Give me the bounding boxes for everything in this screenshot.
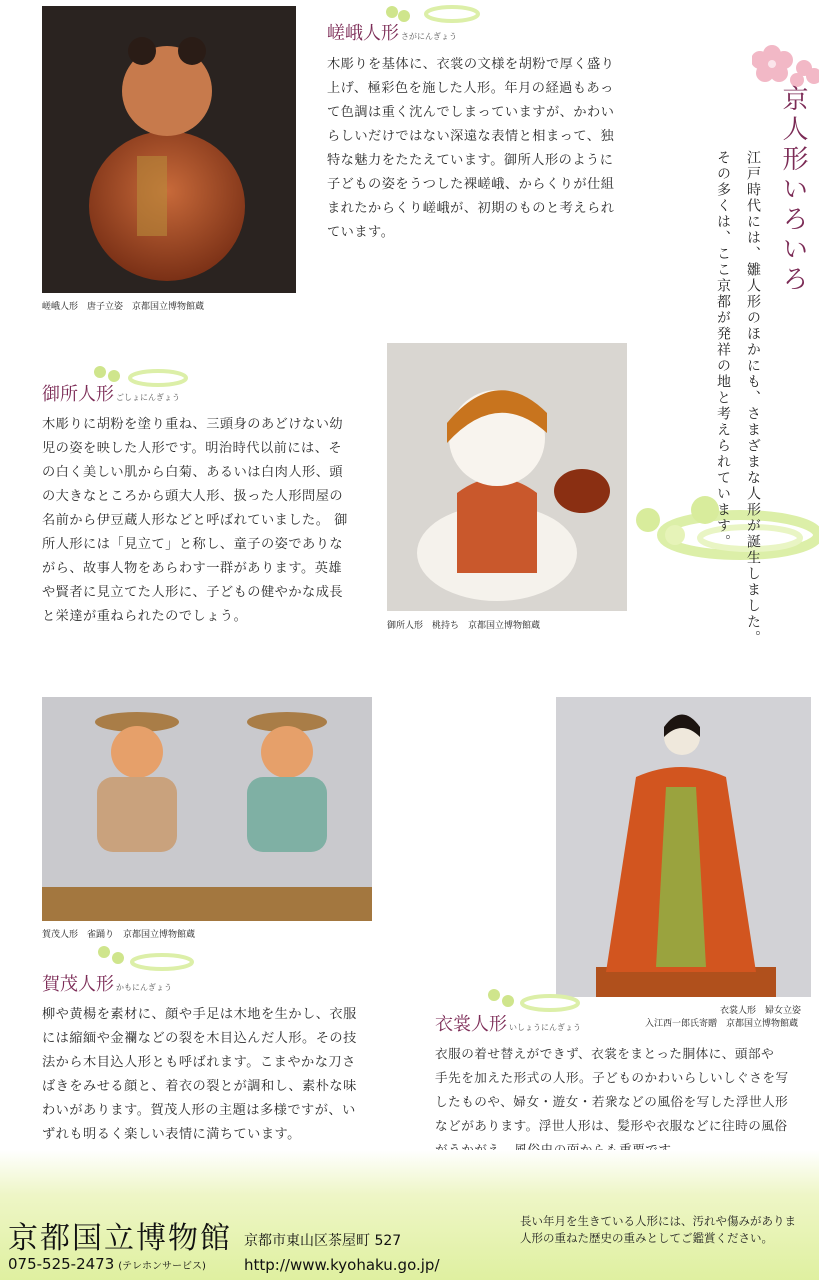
isho-line: 手先を加えた形式の人形。子どものかわいらしいしぐさを写	[435, 1070, 789, 1085]
gosho-line: 木彫りに胡粉を塗り重ね、三頭身のあどけない幼	[42, 417, 344, 432]
isho-line: したものや、婦女・遊女・若衆などの風俗を写した浮世人形	[435, 1094, 789, 1109]
isho-doll-image	[556, 697, 811, 997]
gosho-title-text: 御所人形	[42, 384, 114, 405]
phone-note: (テレホンサービス)	[118, 1261, 206, 1272]
gosho-line: 名前から伊豆蔵人形などと呼ばれていました。 御	[42, 513, 348, 528]
green-flower-icon	[480, 985, 590, 1015]
intro-text-line-1: 江戸時代には、雛人形のほかにも、さまざまな人形が誕生しました。	[745, 150, 761, 646]
kamo-body	[42, 1003, 357, 1147]
isho-caption-1: 衣裳人形 婦女立姿	[720, 1006, 802, 1016]
saga-line: ています。	[327, 225, 395, 240]
museum-name: 京都国立博物館	[8, 1221, 232, 1256]
saga-title-text: 嵯峨人形	[327, 23, 399, 44]
gosho-caption: 御所人形 桃持ち 京都国立博物館蔵	[387, 621, 541, 631]
green-flower-icon	[372, 0, 482, 28]
blossom-icon	[752, 40, 819, 90]
isho-caption-2: 入江西一郎氏寄贈 京都国立博物館蔵	[645, 1019, 799, 1029]
green-flower-icon	[88, 362, 198, 390]
kamo-line: 法から木目込人形とも呼ばれます。こまやかな刀さ	[42, 1055, 356, 1070]
saga-doll-image	[42, 6, 296, 293]
gosho-line: 所人形には「見立て」と称し、童子の姿でありな	[42, 537, 344, 552]
gosho-body	[42, 413, 348, 629]
isho-line: などがあります。浮世人形は、髪形や衣服などに往時の風俗	[435, 1118, 788, 1133]
kamo-title-text: 賀茂人形	[42, 974, 114, 995]
kamo-line: ばきをみせる顔と、着衣の裂とが調和し、素朴な味	[42, 1079, 357, 1094]
gosho-doll-photo	[387, 343, 627, 611]
gosho-line: の白く美しい肌から白菊、あるいは白肉人形、頭	[42, 465, 344, 480]
green-flower-icon	[92, 940, 202, 974]
phone-number: 075-525-2473	[8, 1255, 115, 1273]
isho-body	[435, 1042, 789, 1162]
intro-text-line-2: その多くは、ここ京都が発祥の地と考えられています。	[715, 150, 731, 550]
kamo-line: 柳や黄楊を素材に、顔や手足は木地を生かし、衣服	[42, 1007, 357, 1022]
saga-line: 上げ、極彩色を施した人形。年月の経過もあっ	[327, 81, 614, 96]
kamo-doll-photo	[42, 697, 372, 921]
kamo-line: ずれも明るく楽しい表情に満ちています。	[42, 1127, 301, 1142]
saga-body	[327, 53, 614, 245]
saga-doll-photo	[42, 6, 296, 293]
gosho-line: がら、故事人物をあらわす一群があります。英雄	[42, 561, 343, 576]
saga-line: 子どもの姿をうつした裸嵯峨、からくりが仕組	[327, 177, 615, 192]
gosho-line: と栄達が重ねられたのでしょう。	[42, 609, 248, 624]
saga-line: 特な魅力をたたえています。御所人形のように	[327, 153, 614, 168]
saga-line: らしいだけではない深遠な表情と相まって、独	[327, 129, 615, 144]
gosho-line: や賢者に見立てた人形に、子どもの健やかな成長	[42, 585, 344, 600]
saga-line: 木彫りを基体に、衣裳の文様を胡粉で厚く盛り	[327, 57, 615, 72]
museum-address: 京都市東山区茶屋町 527	[244, 1233, 402, 1249]
isho-title-text: 衣裳人形	[435, 1014, 507, 1035]
footer-note	[520, 1213, 796, 1247]
saga-ruby: さがにんぎょう	[401, 32, 457, 41]
museum-phone	[8, 1255, 206, 1273]
gosho-line: の大きなところから頭大人形、扱った人形問屋の	[42, 489, 344, 504]
gosho-ruby: ごしょにんぎょう	[116, 393, 180, 402]
footer-note-line: 長い年月を生きている人形には、汚れや傷みがありま	[520, 1214, 796, 1228]
kamo-caption: 賀茂人形 雀踊り 京都国立博物館蔵	[42, 930, 196, 940]
kamo-line: には縮緬や金襴などの裂を木目込んだ人形。その技	[42, 1031, 357, 1046]
isho-line: 衣服の着せ替えができず、衣裳をまとった胴体に、頭部や	[435, 1046, 775, 1061]
isho-doll-photo	[556, 697, 811, 997]
museum-url[interactable]: http://www.kyohaku.go.jp/	[244, 1256, 440, 1274]
intro-title: 京人形いろいろ	[778, 85, 808, 295]
saga-caption: 嵯峨人形 唐子立姿 京都国立博物館蔵	[42, 302, 205, 312]
saga-line: まれたからくり嵯峨が、初期のものと考えられ	[327, 201, 615, 216]
gosho-doll-image	[387, 343, 627, 611]
saga-line: て色調は重く沈んでしまっていますが、かわい	[327, 105, 615, 120]
kamo-ruby: かもにんぎょう	[116, 983, 172, 992]
isho-ruby: いしょうにんぎょう	[509, 1023, 581, 1032]
gosho-line: 児の姿を映した人形です。明治時代以前には、そ	[42, 441, 343, 456]
footer-note-line: 人形の重ねた歴史の重みとしてご鑑賞ください。	[520, 1231, 773, 1245]
kamo-line: わいがあります。賀茂人形の主題は多様ですが、い	[42, 1103, 356, 1118]
kamo-doll-image	[42, 697, 372, 921]
